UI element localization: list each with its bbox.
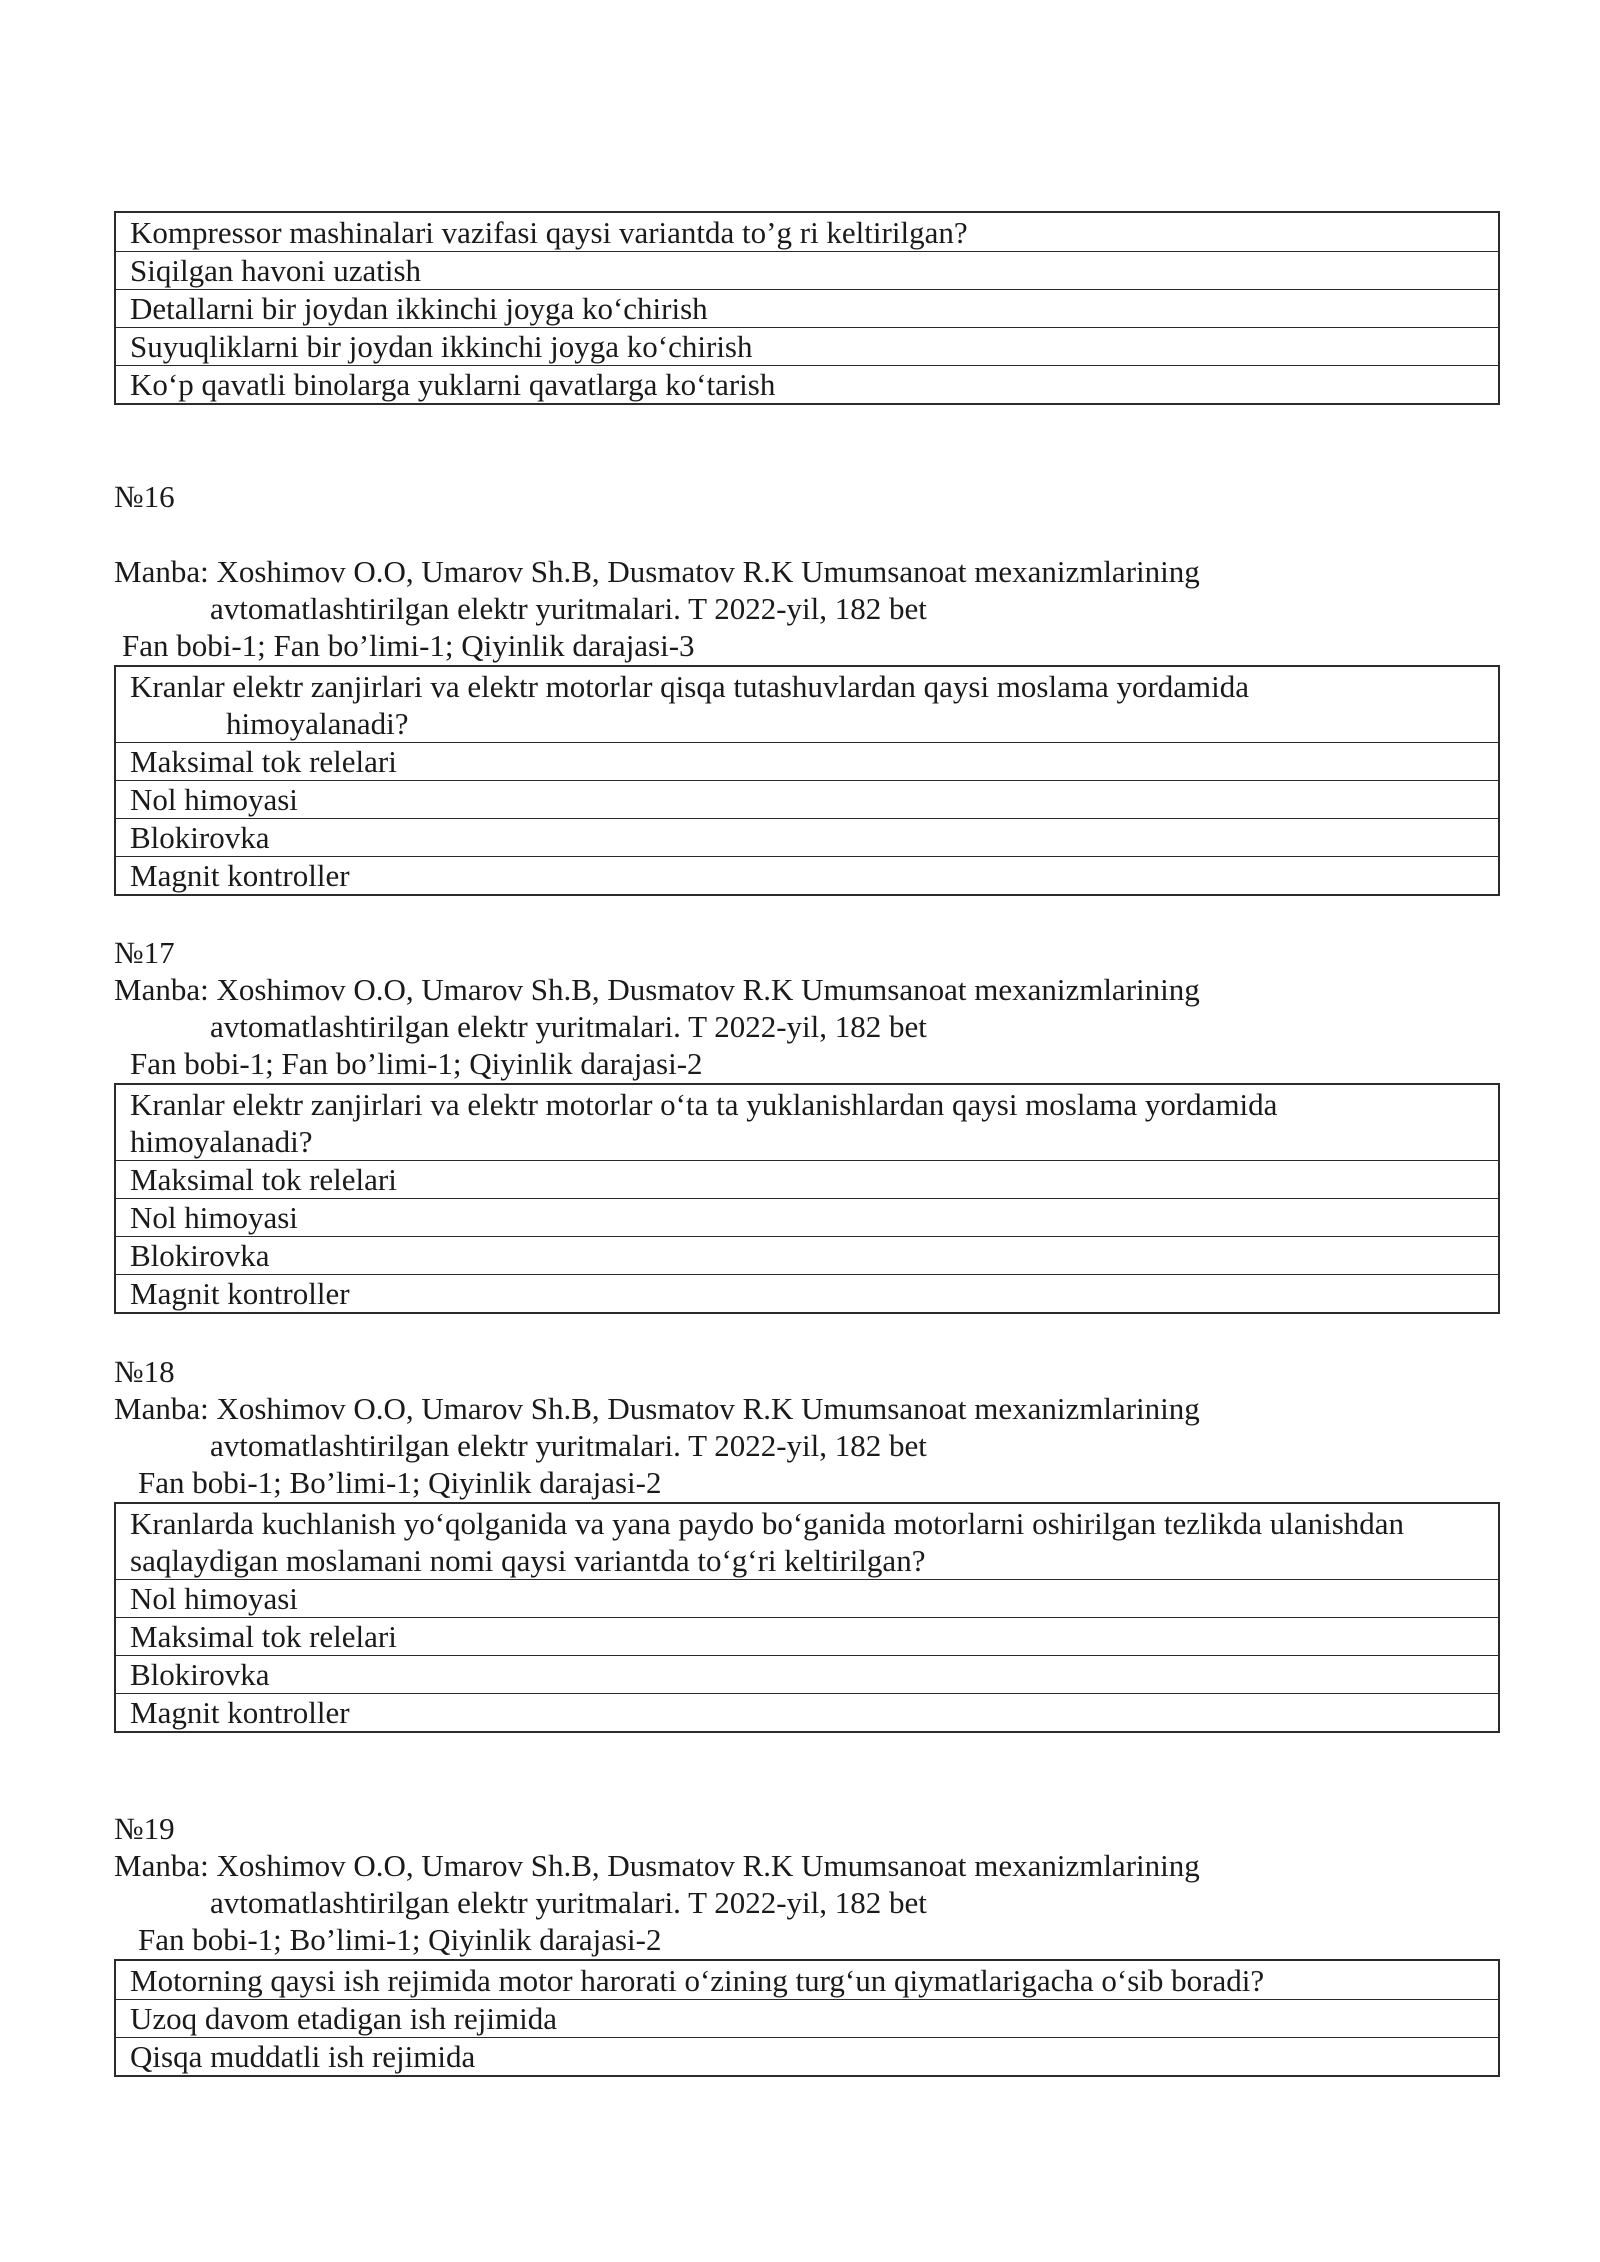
question-text [116, 1504, 1498, 1579]
question-number: №17 [114, 935, 175, 970]
source-citation-line1: Manba: Xoshimov O.O, Umarov Sh.B, Dusmatov R.K Umumsanoat mexanizmlarining [114, 1391, 1200, 1426]
question-meta: Fan bobi-1; Fan bo’limi-1; Qiyinlik darajasi-3 [122, 628, 695, 663]
question-text: Kompressor mashinalari vazifasi qaysi variantda to’g ri keltirilgan? [130, 215, 968, 250]
question-meta: Fan bobi-1; Fan bo’limi-1; Qiyinlik darajasi-2 [130, 1046, 703, 1081]
question-meta: Fan bobi-1; Bo’limi-1; Qiyinlik darajasi-2 [138, 1922, 662, 1957]
question-table-16 [114, 665, 1500, 896]
question-table-18 [114, 1502, 1500, 1733]
answer-option: Siqilgan havoni uzatish [116, 251, 1498, 289]
answer-option: Magnit kontroller [116, 856, 1498, 894]
answer-option: Maksimal tok relelari [116, 1160, 1498, 1198]
question-text-line2: saqlaydigan moslamani nomi qaysi variantda to‘g‘ri keltirilgan? [130, 1543, 926, 1578]
answer-option: Maksimal tok relelari [116, 742, 1498, 780]
answer-option: Detallarni bir joydan ikkinchi joyga ko‘chirish [116, 289, 1498, 327]
question-text-line1: Kranlar elektr zanjirlari va elektr motorlar o‘ta ta yuklanishlardan qaysi moslama yordamida [130, 1087, 1278, 1122]
answer-option: Nol himoyasi [116, 780, 1498, 818]
question-text: Motorning qaysi ish rejimida motor harorati o‘zining turg‘un qiymatlarigacha o‘sib boradi? [130, 1963, 1265, 1998]
question-table-17 [114, 1083, 1500, 1314]
source-citation-line1: Manba: Xoshimov O.O, Umarov Sh.B, Dusmatov R.K Umumsanoat mexanizmlarining [114, 554, 1200, 589]
question-number: №19 [114, 1811, 175, 1846]
source-citation-line1: Manba: Xoshimov O.O, Umarov Sh.B, Dusmatov R.K Umumsanoat mexanizmlarining [114, 972, 1200, 1007]
answer-option: Maksimal tok relelari [116, 1617, 1498, 1655]
source-citation-line2: avtomatlashtirilgan elektr yuritmalari. T 2022-yil, 182 bet [210, 591, 927, 626]
question-text-line1: Kranlarda kuchlanish yo‘qolganida va yana paydo bo‘ganida motorlarni oshirilgan tezlikda ulanishdan [130, 1506, 1405, 1541]
question-text-line1: Kranlar elektr zanjirlari va elektr motorlar qisqa tutashuvlardan qaysi moslama yordamida [130, 669, 1250, 704]
source-citation-line2: avtomatlashtirilgan elektr yuritmalari. T 2022-yil, 182 bet [210, 1009, 927, 1044]
answer-option: Magnit kontroller [116, 1693, 1498, 1731]
answer-option: Qisqa muddatli ish rejimida [116, 2037, 1498, 2075]
answer-option: Blokirovka [116, 1236, 1498, 1274]
answer-option: Suyuqliklarni bir joydan ikkinchi joyga ko‘chirish [116, 327, 1498, 365]
question-table-19 [114, 1959, 1500, 2077]
answer-option: Nol himoyasi [116, 1579, 1498, 1617]
source-citation-line2: avtomatlashtirilgan elektr yuritmalari. T 2022-yil, 182 bet [210, 1428, 927, 1463]
answer-option: Blokirovka [116, 818, 1498, 856]
question-table-15 [114, 211, 1500, 405]
question-text-line2: himoyalanadi? [226, 706, 409, 741]
source-citation-line1: Manba: Xoshimov O.O, Umarov Sh.B, Dusmatov R.K Umumsanoat mexanizmlarining [114, 1848, 1200, 1883]
question-number: №18 [114, 1354, 175, 1389]
question-meta: Fan bobi-1; Bo’limi-1; Qiyinlik darajasi-2 [138, 1465, 662, 1500]
question-text [116, 667, 1498, 742]
answer-option: Uzoq davom etadigan ish rejimida [116, 1999, 1498, 2037]
source-citation-line2: avtomatlashtirilgan elektr yuritmalari. T 2022-yil, 182 bet [210, 1885, 927, 1920]
question-text-line2: himoyalanadi? [130, 1124, 313, 1159]
answer-option: Nol himoyasi [116, 1198, 1498, 1236]
answer-option: Blokirovka [116, 1655, 1498, 1693]
answer-option: Magnit kontroller [116, 1274, 1498, 1312]
question-number: №16 [114, 479, 175, 514]
question-text [116, 1085, 1498, 1160]
answer-option: Ko‘p qavatli binolarga yuklarni qavatlarga ko‘tarish [116, 365, 1498, 403]
